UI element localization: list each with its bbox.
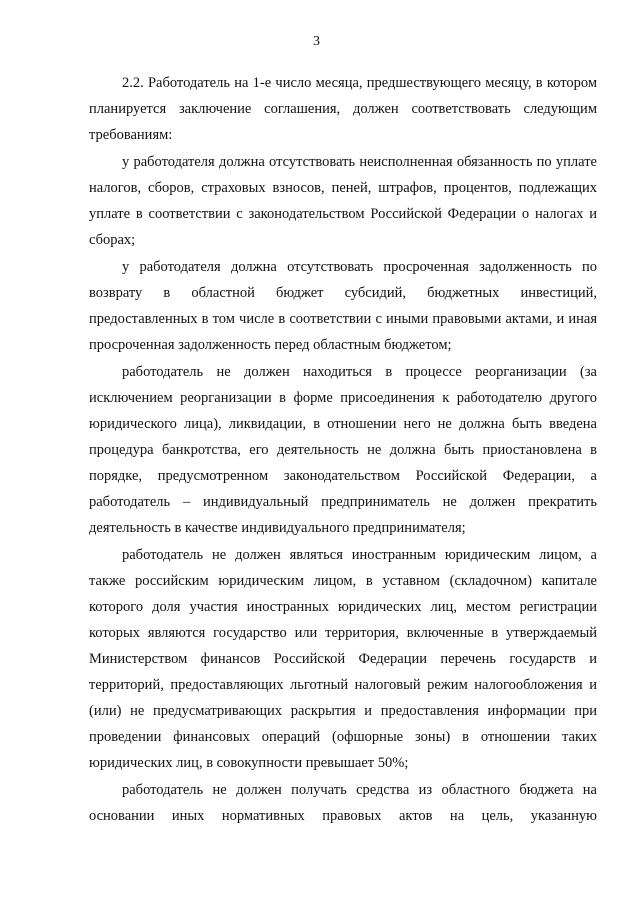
paragraph-2-2-intro: 2.2. Работодатель на 1-е число месяца, предшествующего месяцу, в котором планируется заключение соглашения, должен соответствовать следующим требованиям: — [89, 75, 597, 143]
paragraph-requirement-foreign-entity: работодатель не должен являться иностранным юридическим лицом, а также российским юридическим лицом, в уставном (складочном) капитале которого доля участия иностранных юридических лиц, местом регистрации которых являются государство или территория, включенные в утверждаемый Министерством финансов Российской Федерации перечень государств и территорий, предоставляющих льготный налоговый режим налогообложения и (или) не предусматривающих раскрытия и предоставления информации при проведении финансовых операций (офшорные зоны) в отношении таких юридических лиц, в совокупности превышает 50%; — [89, 547, 597, 771]
document-body — [89, 70, 597, 829]
paragraph-requirement-tax-obligations: у работодателя должна отсутствовать неисполненная обязанность по уплате налогов, сборов, страховых взносов, пеней, штрафов, процентов, подлежащих уплате в соответствии с законодательством Российской Федерации о налогах и сборах; — [89, 154, 597, 248]
paragraph-requirement-regional-funds: работодатель не должен получать средства из областного бюджета на основании иных нормативных правовых актов на цель, указанную — [89, 782, 597, 824]
paragraph-requirement-reorganization: работодатель не должен находиться в процессе реорганизации (за исключением реорганизации в форме присоединения к работодателю другого юридического лица), ликвидации, в отношении него не должна быть введена процедура банкротства, его деятельность не должна быть приостановлена в порядке, предусмотренном законодательством Российской Федерации, а работодатель – индивидуальный предприниматель не должен прекратить деятельность в качестве индивидуального предпринимателя; — [89, 364, 597, 536]
page-number: 3 — [313, 34, 320, 49]
paragraph-requirement-overdue-debt: у работодателя должна отсутствовать просроченная задолженность по возврату в областной бюджет субсидий, бюджетных инвестиций, предоставленных в том числе в соответствии с иными правовыми актами, и иная просроченная задолженность перед областным бюджетом; — [89, 259, 597, 353]
